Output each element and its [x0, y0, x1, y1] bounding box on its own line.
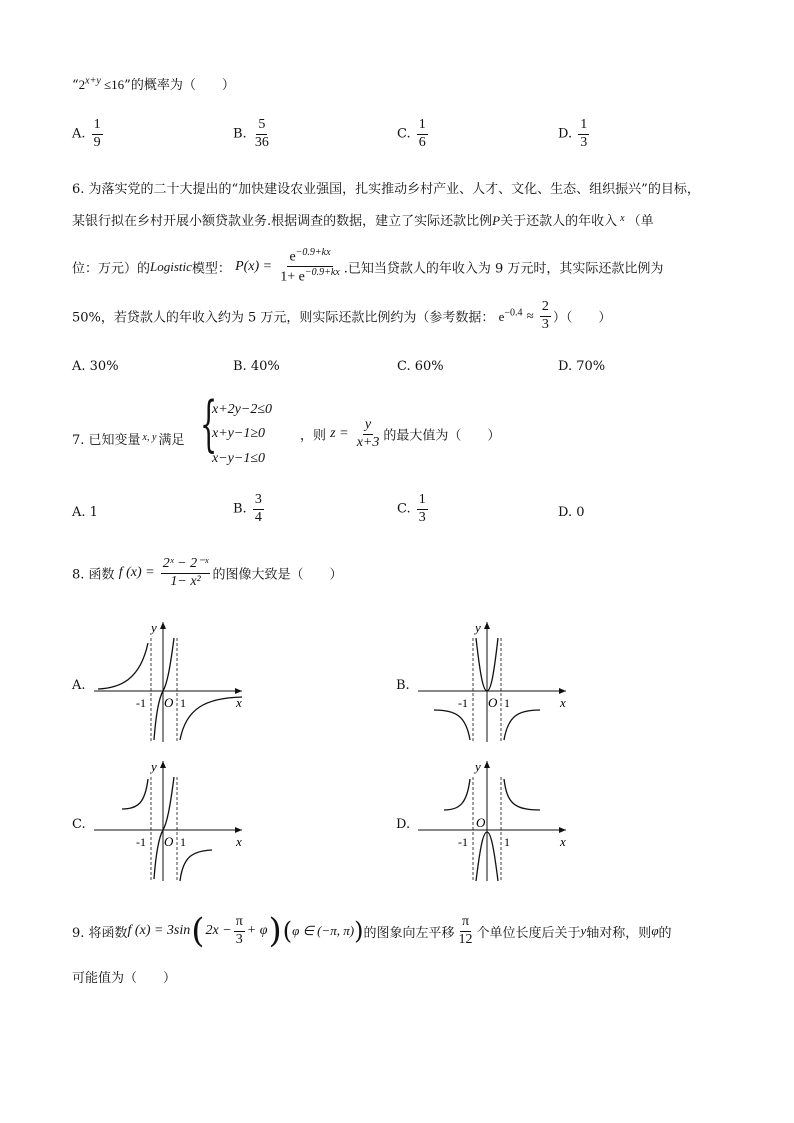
q5-option-b[interactable] — [233, 118, 273, 150]
approx-sign: ≈ — [526, 308, 534, 324]
fraction-den: 1− x² — [170, 573, 201, 589]
num-exp: −0.9+kx — [295, 247, 331, 258]
paren-close: ) — [268, 911, 282, 951]
y-label: y — [475, 620, 481, 635]
curve-left — [434, 710, 470, 740]
fraction-num: 3 — [253, 493, 264, 510]
text: 模型： — [191, 261, 231, 277]
y-label: y — [151, 620, 157, 635]
var-y: y — [580, 923, 587, 938]
q7-objective — [300, 418, 500, 450]
fraction-den: 9 — [93, 134, 101, 150]
text: 个单位长度后关于 — [476, 925, 581, 941]
curve-right — [180, 850, 212, 881]
constraint-2: x+y−1≥0 — [212, 426, 266, 441]
curve-left — [122, 779, 148, 809]
x-label: x — [236, 695, 242, 710]
text: 满足 — [158, 433, 185, 448]
q7-prefix — [72, 429, 184, 448]
fraction-den: 6 — [418, 134, 426, 150]
q5-expr-rest: ≤16 — [100, 77, 125, 92]
text: ，则 — [300, 428, 327, 444]
fraction-num: π — [460, 915, 471, 932]
text: 轴对称，则 — [586, 925, 652, 941]
vars: x, y — [142, 432, 157, 443]
phi-domain: φ ∈ (−π, π) — [292, 923, 355, 938]
q8-option-a-label[interactable]: A. — [72, 678, 86, 693]
origin-label: O — [476, 815, 486, 830]
fraction-den: 36 — [254, 134, 269, 150]
text: 某银行拟在乡村开展小额贷款业务.根据调查的数据，建立了实际还款比例 — [72, 214, 493, 229]
inner-b: + φ — [246, 923, 268, 938]
fraction-den: 3 — [418, 509, 426, 525]
option-fraction — [578, 118, 589, 150]
fraction-num: 1 — [417, 493, 428, 510]
fraction-num: π — [234, 915, 245, 932]
q8-graph-a[interactable] — [90, 618, 250, 746]
constraint-1: x+2y−2≤0 — [212, 402, 273, 417]
fraction-den: 3 — [541, 316, 549, 332]
text: 的图象向左平移 — [363, 925, 455, 941]
fraction-den: x+3 — [356, 434, 380, 450]
q8-option-d-label[interactable]: D. — [396, 817, 411, 832]
ref-fraction — [540, 300, 551, 332]
option-fraction — [92, 118, 103, 150]
q8-graph-b[interactable] — [414, 618, 574, 746]
q8-graph-c[interactable] — [90, 757, 250, 885]
var-phi: φ — [651, 923, 659, 938]
curve-middle — [154, 638, 174, 740]
q5-option-d[interactable] — [558, 118, 591, 150]
text: 7. 已知变量 — [72, 433, 141, 448]
fraction-num: 1 — [578, 118, 589, 135]
option-fraction — [417, 118, 428, 150]
option-label: C. — [397, 126, 411, 142]
tick-one: 1 — [504, 696, 510, 710]
q8-option-b-label[interactable]: B. — [396, 678, 410, 693]
q7-option-b[interactable] — [233, 493, 266, 525]
q6-option-c[interactable]: C. 60% — [397, 359, 444, 374]
shift-fraction — [457, 915, 475, 947]
text: 位：万元）的 — [72, 261, 151, 277]
option-label: D. — [558, 126, 573, 142]
option-label: B. — [233, 126, 247, 142]
text: （单 — [627, 214, 654, 229]
text: ）（ ） — [552, 310, 612, 326]
q7-option-a[interactable]: A. 1 — [72, 505, 98, 520]
logistic-word: Logistic — [150, 258, 192, 274]
q5-suffix: ”的概率为（ ） — [124, 78, 235, 93]
f-fraction — [161, 557, 211, 589]
den-exp: −0.9+kx — [304, 267, 340, 279]
text: 9. 将函数 — [72, 925, 128, 941]
z-lhs: z = — [330, 426, 349, 442]
var-x: x — [620, 213, 625, 224]
tick-minus-one: -1 — [136, 696, 146, 710]
var-p: P — [492, 213, 501, 228]
fraction-den: 4 — [254, 509, 262, 525]
text: 的图像大致是（ ） — [212, 567, 343, 583]
y-label: y — [151, 759, 157, 774]
q5-option-c[interactable] — [397, 118, 430, 150]
q8-graph-d[interactable] — [414, 757, 574, 885]
fraction-num: 5 — [256, 118, 267, 135]
z-fraction — [355, 418, 382, 450]
option-fraction — [417, 493, 428, 525]
option-label: A. — [72, 126, 86, 142]
ref-exp: −0.4 — [504, 307, 523, 319]
origin-label: O — [488, 695, 498, 710]
fraction-den: 3 — [235, 931, 243, 947]
func-expr: f (x) = 3sin — [127, 923, 191, 938]
model-fraction — [278, 248, 341, 286]
text: 8. 函数 — [72, 567, 115, 583]
q5-quote-open: “ — [72, 78, 79, 93]
tick-minus-one: -1 — [458, 835, 468, 849]
q6-line1: 6. 为落实党的二十大提出的“加快建设农业强国，扎实推动乡村产业、人才、文化、生态、组织振兴”的目标， — [72, 182, 700, 197]
origin-label: O — [164, 834, 174, 849]
origin-label: O — [164, 695, 174, 710]
tick-one: 1 — [180, 835, 186, 849]
inner-a: 2x − — [205, 923, 232, 938]
den-base: 1+ e — [280, 270, 305, 285]
q5-expr-exp: x+y — [85, 75, 101, 87]
curve-right — [504, 779, 540, 810]
curve-right — [180, 697, 242, 740]
fraction-den: 12 — [458, 931, 473, 947]
text: 关于还款人的年收入 — [500, 214, 618, 229]
curve-left — [444, 779, 470, 810]
x-label: x — [560, 834, 566, 849]
pi-over-3 — [234, 915, 245, 947]
q5-stem — [72, 74, 235, 93]
q7-option-c[interactable] — [397, 493, 430, 525]
q9-line2: 可能值为（ ） — [72, 971, 177, 986]
option-label: B. — [233, 501, 247, 517]
domain-paren-close: ) — [354, 917, 364, 945]
constraint-3: x−y−1≤0 — [212, 451, 266, 466]
paren-open: ( — [191, 911, 205, 951]
curve-right — [504, 710, 540, 740]
fraction-num: 1 — [92, 118, 103, 135]
curve-middle — [154, 777, 174, 879]
num-base: e — [289, 249, 296, 265]
domain-paren-open: ( — [282, 917, 293, 945]
q7-option-d[interactable]: D. 0 — [558, 505, 585, 520]
model-lhs: P(x) = — [235, 258, 273, 274]
x-label: x — [236, 834, 242, 849]
tick-minus-one: -1 — [458, 696, 468, 710]
q5-option-a[interactable] — [72, 118, 105, 150]
ref-base: e — [498, 308, 505, 324]
q8-option-c-label[interactable]: C. — [72, 817, 86, 832]
q6-option-b[interactable]: B. 40% — [233, 359, 280, 374]
q8-stem — [72, 557, 342, 589]
fraction-num: 2 — [540, 300, 551, 317]
q6-line4 — [72, 300, 611, 332]
q5-expr-base: 2 — [78, 77, 86, 92]
text: .已知当贷款人的年收入为 9 万元时，其实际还款比例为 — [343, 261, 664, 277]
q6-line3 — [72, 248, 663, 286]
q6-option-a[interactable]: A. 30% — [72, 359, 119, 374]
curve-left — [98, 643, 148, 689]
text: 的 — [658, 925, 672, 941]
option-fraction — [253, 118, 271, 150]
system-brace: { — [200, 389, 218, 459]
option-label: C. — [397, 501, 411, 517]
q6-line2 — [72, 210, 654, 229]
x-label: x — [560, 695, 566, 710]
option-fraction — [253, 493, 264, 525]
fraction-num: 2ˣ − 2⁻ˣ — [161, 557, 211, 574]
text: 的最大值为（ ） — [383, 428, 501, 444]
f-lhs: f (x) = — [118, 565, 155, 581]
fraction-num: y — [363, 418, 373, 435]
tick-one: 1 — [180, 696, 186, 710]
text: 50%，若贷款人的年收入约为 5 万元，则实际还款比例约为（参考数据： — [72, 310, 495, 326]
q6-option-d[interactable]: D. 70% — [558, 359, 606, 374]
tick-one: 1 — [504, 835, 510, 849]
fraction-den: 3 — [580, 134, 588, 150]
y-label: y — [475, 759, 481, 774]
tick-minus-one: -1 — [136, 835, 146, 849]
q9-line1 — [72, 910, 672, 952]
fraction-num: 1 — [417, 118, 428, 135]
